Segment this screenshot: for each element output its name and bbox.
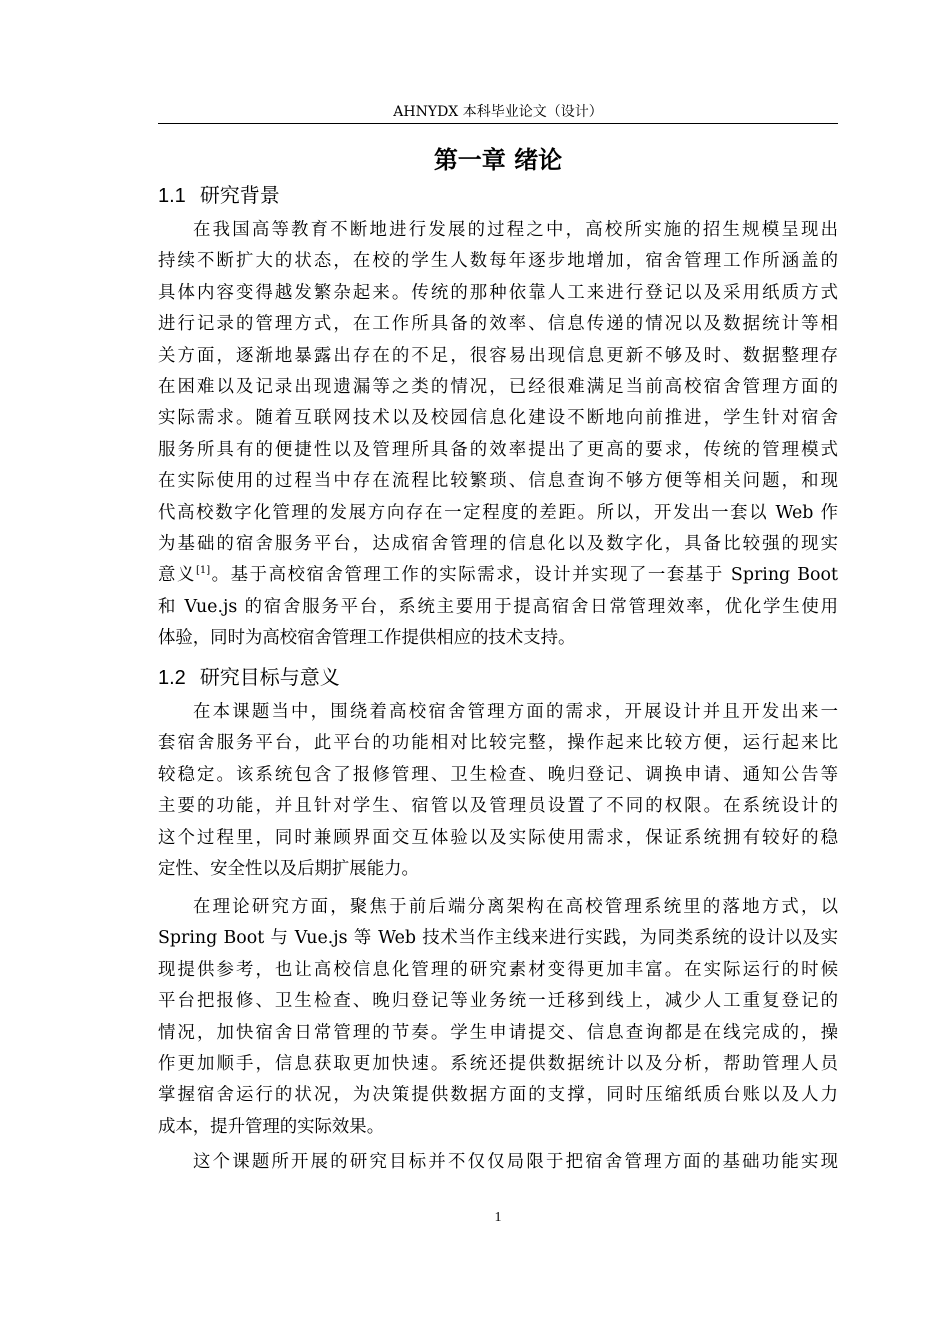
text-line: 成本，提升管理的实际效果。 [158, 1116, 385, 1137]
paragraph-significance [158, 892, 838, 1143]
text-line: 这个过程里，同时兼顾界面交互体验以及实际使用需求，保证系统拥有较好的稳 [158, 827, 838, 848]
text-line: 较稳定。该系统包含了报修管理、卫生检查、晚归登记、调换申请、通知公告等 [158, 764, 838, 785]
chapter-title: 第一章 绪论 [433, 146, 563, 174]
text-line: 主要的功能，并且针对学生、宿管以及管理员设置了不同的权限。在系统设计的 [158, 796, 838, 817]
paragraph-objective [158, 1147, 838, 1178]
text-line: 掌握宿舍运行的状况，为决策提供数据方面的支撑，同时压缩纸质台账以及人力 [158, 1085, 838, 1106]
text-line: 代高校数字化管理的发展方向存在一定程度的差距。所以，开发出一套以 Web 作 [158, 502, 838, 523]
text-line: 作更加顺手，信息获取更加快速。系统还提供数据统计以及分析，帮助管理人员 [158, 1053, 838, 1074]
text-line: Spring Boot 与 Vue.js 等 Web 技术当作主线来进行实践，为同类系统的设计以及实 [158, 928, 838, 949]
text-line: 服务所具有的便捷性以及管理所具备的效率提出了更高的要求，传统的管理模式 [158, 439, 838, 460]
text-line: 平台把报修、卫生检查、晚归登记等业务统一迁移到线上，减少人工重复登记的 [158, 991, 838, 1012]
paragraph-goals [158, 697, 838, 885]
text-line-with-citation [158, 560, 838, 591]
header-rule [158, 123, 838, 124]
text-line: 在实际使用的过程当中存在流程比较繁琐、信息查询不够方便等相关问题，和现 [158, 471, 838, 492]
text-line: 为基础的宿舍服务平台，达成宿舍管理的信息化以及数字化，具备比较强的现实 [158, 533, 838, 554]
page-number: 1 [494, 1210, 502, 1225]
section-number: 1.2 [158, 667, 186, 689]
section-title: 研究背景 [199, 183, 280, 207]
paragraph-background [158, 215, 838, 654]
line-rest: 。基于高校宿舍管理工作的实际需求，设计并实现了一套基于 Spring Boot [210, 565, 838, 586]
text-line: 套宿舍服务平台，此平台的功能相对比较完整，操作起来比较方便，运行起来比 [158, 733, 838, 754]
text-line: 这个课题所开展的研究目标并不仅仅局限于把宿舍管理方面的基础功能实现 [193, 1152, 838, 1172]
text-line: 在理论研究方面，聚焦于前后端分离架构在高校管理系统里的落地方式，以 [193, 897, 838, 917]
text-line: 关方面，逐渐地暴露出存在的不足，很容易出现信息更新不够及时、数据整理存 [158, 345, 838, 366]
text-line: 在本课题当中，围绕着高校宿舍管理方面的需求，开展设计并且开发出来一 [193, 702, 838, 722]
section-heading-1-2 [158, 663, 838, 692]
section-number: 1.1 [158, 185, 186, 207]
text-line: 现提供参考，也让高校信息化管理的研究素材变得更加丰富。在实际运行的时候 [158, 959, 838, 980]
section-title: 研究目标与意义 [199, 665, 340, 689]
text-line: 实际需求。随着互联网技术以及校园信息化建设不断地向前推进，学生针对宿舍 [158, 408, 838, 429]
page-header: AHNYDX 本科毕业论文（设计） [393, 104, 603, 120]
section-heading-1-1 [158, 181, 838, 210]
text-line: 定性、安全性以及后期扩展能力。 [158, 858, 419, 879]
citation-marker: [1] [195, 565, 211, 577]
line-start: 意义 [158, 565, 196, 586]
text-line: 体验，同时为高校宿舍管理工作提供相应的技术支持。 [158, 628, 576, 649]
text-line: 具体内容变得越发繁杂起来。传统的那种依靠人工来进行登记以及采用纸质方式 [158, 282, 838, 303]
text-line: 进行记录的管理方式，在工作所具备的效率、信息传递的情况以及数据统计等相 [158, 314, 838, 335]
text-line: 持续不断扩大的状态，在校的学生人数每年逐步地增加，宿舍管理工作所涵盖的 [158, 251, 838, 272]
text-line: 情况，加快宿舍日常管理的节奏。学生申请提交、信息查询都是在线完成的，操 [158, 1022, 838, 1043]
text-line: 在我国高等教育不断地进行发展的过程之中，高校所实施的招生规模呈现出 [193, 220, 838, 240]
text-line: 和 Vue.js 的宿舍服务平台，系统主要用于提高宿舍日常管理效率，优化学生使用 [158, 596, 838, 617]
text-line: 在困难以及记录出现遗漏等之类的情况，已经很难满足当前高校宿舍管理方面的 [158, 376, 838, 397]
